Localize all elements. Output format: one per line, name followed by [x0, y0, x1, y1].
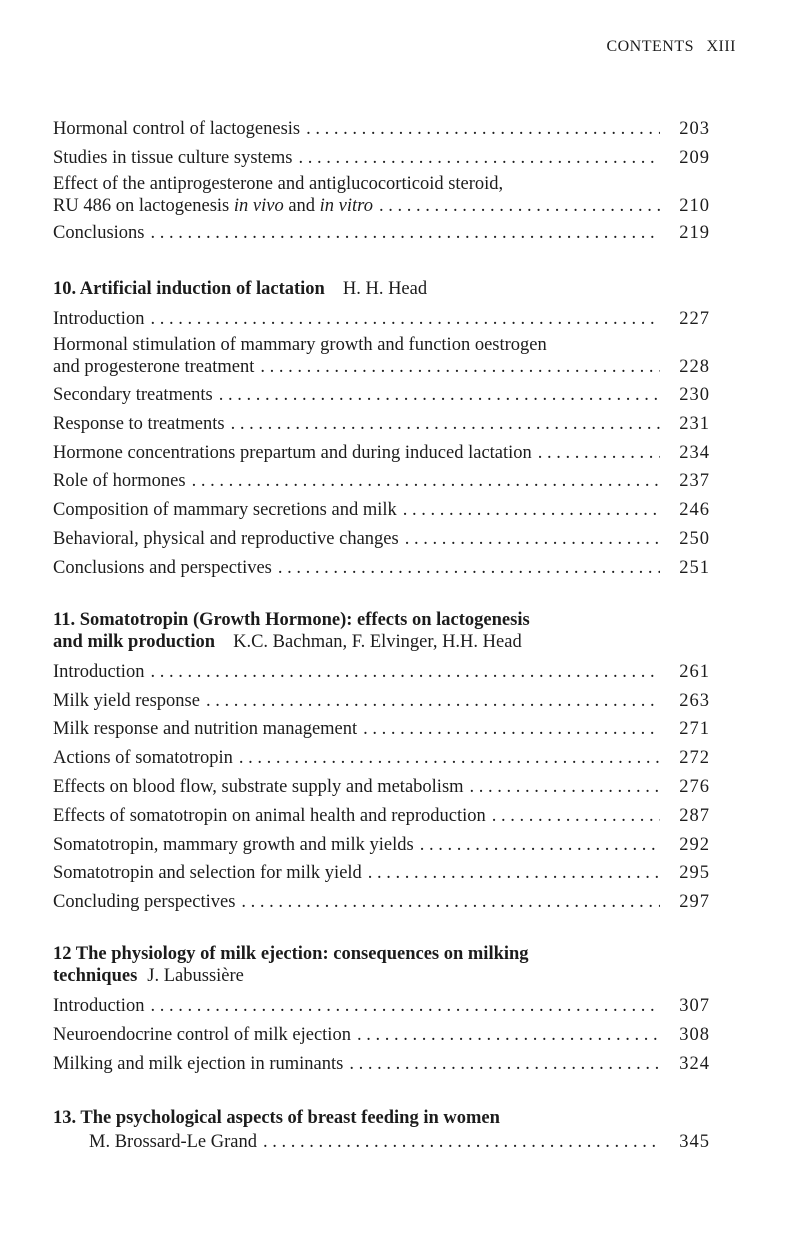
toc-entry-page: 251: [679, 557, 710, 578]
toc-entry: [53, 993, 710, 1019]
toc-entry-multiline: [53, 335, 710, 379]
toc-entry-title: Somatotropin, mammary growth and milk yields: [53, 834, 414, 855]
toc-entry-title: Milk response and nutrition management: [53, 719, 358, 740]
toc-entry-title: Behavioral, physical and reproductive changes: [53, 528, 399, 549]
dot-leader: [379, 194, 660, 218]
toc-entry-page: 228: [679, 357, 710, 378]
dot-leader: [260, 355, 660, 379]
toc-entry-title: Milk yield response: [53, 690, 200, 711]
toc-entry-title-line1: Hormonal stimulation of mammary growth and function oestrogen: [53, 335, 547, 356]
dot-leader: [192, 468, 660, 494]
toc-entry-title: Effects on blood flow, substrate supply and metabolism: [53, 776, 464, 797]
dot-leader: [420, 832, 660, 858]
toc-entry-title: Hormone concentrations prepartum and during induced lactation: [53, 442, 532, 463]
dot-leader: [368, 860, 660, 886]
chapter-heading: [53, 278, 710, 300]
toc-entry-multiline: [53, 174, 710, 218]
dot-leader: [150, 220, 660, 246]
dot-leader: [150, 306, 660, 332]
toc-entry-title: Hormonal control of lactogenesis: [53, 119, 301, 139]
toc-entry: [53, 468, 710, 494]
toc-entry-page: 261: [679, 661, 710, 682]
toc-entry-title: Conclusions: [53, 223, 145, 244]
table-of-contents: [53, 116, 710, 1158]
dot-leader: [349, 1051, 660, 1077]
dot-leader: [241, 889, 660, 915]
title-italic: in vivo: [233, 195, 284, 216]
toc-entry-page: 297: [679, 892, 710, 913]
toc-entry-page: 324: [679, 1053, 710, 1074]
title-italic: in vitro: [319, 195, 373, 216]
toc-entry-title: Introduction: [53, 309, 145, 330]
dot-leader: [492, 803, 660, 829]
running-header: [0, 38, 800, 58]
chapter-author: M. Brossard-Le Grand: [89, 1131, 257, 1152]
toc-entry-page: 219: [679, 223, 710, 244]
toc-entry-title: Conclusions and perspectives: [53, 557, 272, 578]
toc-entry: [53, 116, 710, 142]
toc-entry: [53, 440, 710, 466]
running-header-title: CONTENTS: [606, 38, 694, 55]
chapter-heading: [53, 943, 710, 987]
dot-leader: [298, 145, 660, 171]
toc-entry: [53, 716, 710, 742]
dot-leader: [231, 411, 660, 437]
toc-entry: [53, 659, 710, 685]
chapter-title: 13. The psychological aspects of breast feeding in women: [53, 1107, 500, 1128]
toc-entry-title-line1: Effect of the antiprogesterone and antiglucocorticoid steroid,: [53, 173, 504, 194]
toc-entry-page: 237: [679, 471, 710, 492]
toc-entry-page: 307: [679, 996, 710, 1017]
dot-leader: [470, 774, 660, 800]
toc-entry-page: 250: [679, 528, 710, 549]
dot-leader: [150, 993, 660, 1019]
toc-entry: [53, 1022, 710, 1048]
toc-entry-page: 230: [679, 384, 710, 405]
dot-leader: [263, 1129, 660, 1155]
dot-leader: [206, 688, 660, 714]
toc-entry: [53, 774, 710, 800]
toc-entry: [53, 526, 710, 552]
toc-entry-title: Response to treatments: [53, 413, 225, 434]
toc-entry: [53, 220, 710, 246]
toc-entry-title: Concluding perspectives: [53, 892, 236, 913]
dot-leader: [150, 659, 660, 685]
dot-leader: [357, 1022, 660, 1048]
toc-entry-page: 227: [679, 309, 710, 330]
chapter-author: H. H. Head: [342, 279, 428, 300]
toc-entry-title: Role of hormones: [53, 471, 186, 492]
toc-entry: [53, 803, 710, 829]
toc-entry-page: 231: [679, 413, 710, 434]
toc-entry: [53, 306, 710, 332]
dot-leader: [219, 382, 660, 408]
toc-entry-page: 209: [679, 147, 710, 168]
chapter-heading: [53, 609, 710, 653]
toc-entry-page: 203: [679, 119, 710, 139]
chapter-title-line2: techniques: [53, 966, 138, 987]
toc-entry-title: Composition of mammary secretions and milk: [53, 500, 397, 521]
toc-entry-page: 295: [679, 863, 710, 884]
toc-entry-page: 210: [679, 195, 710, 216]
dot-leader: [405, 526, 660, 552]
toc-entry: [53, 860, 710, 886]
chapter-title-line1: 12 The physiology of milk ejection: consequences on milking: [53, 944, 529, 965]
toc-entry: [53, 145, 710, 171]
toc-entry: [53, 745, 710, 771]
dot-leader: [538, 440, 660, 466]
toc-entry-page: 287: [679, 805, 710, 826]
toc-entry-page: 276: [679, 776, 710, 797]
toc-entry-title: Milking and milk ejection in ruminants: [53, 1053, 344, 1074]
toc-entry: [53, 889, 710, 915]
toc-entry-page: 263: [679, 690, 710, 711]
chapter-heading: [53, 1107, 710, 1129]
dot-leader: [306, 116, 660, 142]
dot-leader: [403, 497, 660, 523]
title-part: RU 486 on lactogenesis: [53, 195, 234, 216]
toc-entry-page: 271: [679, 719, 710, 740]
toc-entry: [53, 1051, 710, 1077]
toc-entry: [53, 832, 710, 858]
toc-entry-title: Introduction: [53, 996, 145, 1017]
toc-entry-title: Introduction: [53, 661, 145, 682]
toc-entry-title-line2: [53, 194, 373, 218]
toc-entry: [53, 555, 710, 581]
toc-entry: [53, 411, 710, 437]
toc-entry: [53, 382, 710, 408]
toc-entry-title: Somatotropin and selection for milk yield: [53, 863, 362, 884]
chapter-author: J. Labussière: [147, 966, 244, 987]
toc-entry-title: Actions of somatotropin: [53, 748, 233, 769]
page-number-roman: XIII: [706, 38, 736, 55]
toc-entry-title: Effects of somatotropin on animal health and reproduction: [53, 805, 486, 826]
toc-entry-title: Neuroendocrine control of milk ejection: [53, 1024, 351, 1045]
dot-leader: [278, 555, 660, 581]
chapter-title-line2: and milk production: [53, 631, 216, 652]
chapter-title-line1: 11. Somatotropin (Growth Hormone): effects on lactogenesis: [53, 609, 530, 630]
chapter-author: K.C. Bachman, F. Elvinger, H.H. Head: [233, 631, 522, 652]
toc-entry-title: Studies in tissue culture systems: [53, 147, 293, 168]
toc-entry-page: 345: [679, 1131, 710, 1152]
toc-entry: [53, 497, 710, 523]
toc-entry-title-line2: and progesterone treatment: [53, 357, 255, 378]
toc-entry-page: 272: [679, 748, 710, 769]
chapter-title: 10. Artificial induction of lactation: [53, 279, 325, 300]
toc-entry: [53, 688, 710, 714]
toc-entry-page: 246: [679, 500, 710, 521]
title-part: and: [283, 195, 320, 216]
toc-entry-page: 292: [679, 834, 710, 855]
dot-leader: [363, 716, 660, 742]
dot-leader: [239, 745, 660, 771]
toc-entry-page: 308: [679, 1024, 710, 1045]
toc-entry-page: 234: [679, 442, 710, 463]
toc-entry-title: Secondary treatments: [53, 384, 213, 405]
toc-entry: [53, 1129, 710, 1155]
